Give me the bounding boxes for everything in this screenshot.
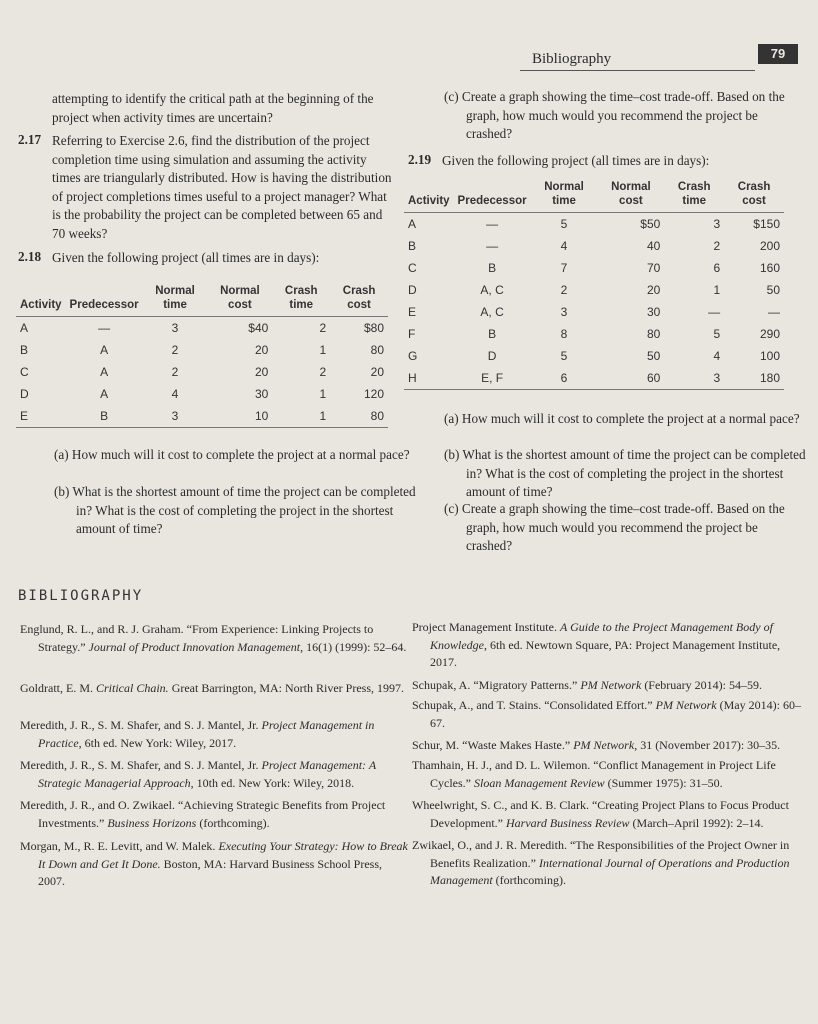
table-row [404,213,784,236]
table-cell: $80 [363,321,384,335]
table-row [16,383,388,405]
entry-text: Meredith, J. R., S. M. Shafer, and S. J. Mantel, Jr. [20,758,262,772]
table-cell: A [100,365,109,379]
table-row [404,257,784,279]
table-cell: 180 [759,371,780,385]
entry-title-italic: PM Network [655,698,717,712]
table-cell: B [20,343,29,357]
table-cell: 5 [713,327,721,341]
table-header-row [404,180,784,213]
table-cell: 3 [171,321,179,335]
entry-title-italic: Executing Your Strategy: How to Break It Down and Get It Done. [38,839,408,871]
table-cell: 3 [171,409,179,423]
column-header: Activity [408,195,450,207]
table-cell: B [100,409,109,423]
question-2-18-c: (c) Create a graph showing the time–cost trade-off. Based on the graph, how much would you recommend the project be crashed? [444,89,785,141]
table-cell: — [768,305,780,319]
question-2-19-c: (c) Create a graph showing the time–cost trade-off. Based on the graph, how much would you recommend the project be crashed? [444,501,785,553]
table-row [404,323,784,345]
entry-text: Thamhain, H. J., and D. L. Wilemon. “Conflict Management in Project Life Cycles.” [412,758,776,790]
entry-title-italic: Project Management: A Strategic Managerial Approach [38,758,376,790]
table-cell: 60 [646,371,661,385]
bibliography-entry [20,717,408,752]
question-2-19-a: (a) How much will it cost to complete the project at a normal pace? [444,411,800,426]
table-cell: 20 [254,343,269,357]
table-cell: 2 [171,343,179,357]
table-cell: 1 [319,409,327,423]
table-cell: E [20,409,29,423]
table-cell: G [408,349,418,363]
table-cell: C [408,261,417,275]
table-cell: 3 [713,217,721,231]
header-rule [520,70,755,71]
entry-text: Goldratt, E. M. [20,681,96,695]
column-header: Normal time [155,285,195,311]
entry-text: (forthcoming). [196,815,270,830]
intro-text: attempting to identify the critical path at the beginning of the project when activity times are uncertain? [52,91,374,125]
table-cell: A [100,387,109,401]
column-header: Crash time [284,285,318,311]
table-cell: 2 [171,365,179,379]
table-cell: — [486,239,499,253]
exercise-2-19-number: 2.19 [408,152,432,167]
entry-text: , 6th ed. New York: Wiley, 2017. [78,735,237,750]
table-cell: 4 [560,239,568,253]
table-cell: — [708,305,721,319]
column-header: Normal cost [611,181,651,207]
table-row [404,345,784,367]
table-cell: A [20,321,29,335]
table-cell: 40 [646,239,661,253]
table-cell: A [100,343,109,357]
table-cell: 1 [713,283,721,297]
table-cell: 4 [171,387,179,401]
entry-title-italic: PM Network [573,738,635,752]
table-cell: 50 [766,283,780,297]
entry-text: Great Barrington, MA: North River Press, 1997. [168,681,404,695]
table-cell: $150 [753,217,780,231]
table-cell: 20 [370,365,384,379]
table-cell: — [486,217,499,231]
table-cell: 1 [319,387,327,401]
table-cell: 3 [713,371,721,385]
entry-text: (March–April 1992): 2–14. [629,815,764,830]
bibliography-entry [412,697,805,732]
bibliography-entry [412,619,805,672]
table-cell: 290 [759,327,780,341]
bibliography-entry [412,737,805,755]
entry-title-italic: Critical Chain. [96,681,169,695]
table-row [16,339,388,361]
table-cell: 6 [560,371,568,385]
table-row [16,405,388,428]
table-row [404,279,784,301]
table-cell: F [408,327,416,341]
table-cell: D [408,283,417,297]
exercise-2-18-text: Given the following project (all times are in days): [52,250,320,265]
entry-text: (February 2014): 54–59. [641,678,762,692]
entry-text: Meredith, J. R., S. M. Shafer, and S. J. Mantel, Jr. [20,718,262,732]
entry-text: Meredith, J. R., and O. Zwikael. “Achieving Strategic Benefits from Project Investments.” [20,798,386,830]
table-cell: C [20,365,29,379]
column-header: Predecessor [69,299,139,311]
bibliography-entry [20,757,408,792]
table-cell: 3 [560,305,568,319]
bibliography-entry [412,797,805,832]
bibliography-entry [20,621,408,656]
entry-text: Englund, R. L., and R. J. Graham. “From Experience: Linking Projects to Strategy.” [20,622,374,654]
bibliography-entry [20,680,408,698]
table-cell: 20 [254,365,269,379]
entry-text: , 10th ed. New York: Wiley, 2018. [190,775,355,790]
question-2-18-b: (b) What is the shortest amount of time the project can be completed in? What is the cost of completing the project in the shortest amount of time? [54,484,416,536]
header-title: Bibliography [532,51,612,67]
bibliography-heading: BIBLIOGRAPHY [18,588,144,604]
table-cell: 2 [560,283,568,297]
table-cell: 4 [713,349,721,363]
table-cell: 2 [319,365,327,379]
table-cell: $40 [248,321,269,335]
table-cell: — [98,321,111,335]
entry-text: Project Management Institute. [412,620,560,634]
table-header-row [16,284,388,317]
bibliography-entry [20,797,408,832]
entry-title-italic: A Guide to the Project Management Body of Knowledge [430,620,773,652]
question-2-19-b: (b) What is the shortest amount of time the project can be completed in? What is the cost of completing the project in the shortest amount of time? [444,447,806,499]
table-row [16,361,388,383]
table-cell: 6 [713,261,721,275]
question-2-18-a: (a) How much will it cost to complete the project at a normal pace? [54,447,410,462]
table-cell: 100 [759,349,780,363]
table-cell: A, C [480,283,504,297]
entry-text: (Summer 1975): 31–50. [604,775,723,790]
entry-title-italic: Journal of Product Innovation Management [88,639,301,654]
column-header: Normal cost [220,285,260,311]
column-header: Predecessor [457,195,527,207]
table-cell: D [487,349,497,363]
column-header: Crash cost [737,181,771,207]
entry-text: Schupak, A., and T. Stains. “Consolidated Effort.” [412,698,656,712]
exercise-2-17-number: 2.17 [18,132,42,147]
bibliography-entry [412,757,805,792]
table-cell: D [20,387,29,401]
exercise-2-18-number: 2.18 [18,249,42,264]
table-cell: B [408,239,417,253]
table-2-19 [404,180,784,390]
entry-text: , 31 (November 2017): 30–35. [634,738,781,752]
table-cell: 200 [759,239,780,253]
entry-title-italic: International Journal of Operations and Production Management [430,855,790,887]
table-cell: 80 [646,327,661,341]
entry-title-italic: PM Network [580,678,642,692]
bibliography-entry [20,838,408,891]
table-cell: 8 [560,327,568,341]
column-header: Normal time [544,181,584,207]
entry-text: (forthcoming). [492,873,566,887]
column-header: Crash cost [342,285,376,311]
table-row [404,235,784,257]
table-cell: 2 [713,239,721,253]
table-cell: 120 [363,387,384,401]
table-cell: 5 [560,349,568,363]
entry-text: Boston, MA: Harvard Business School Press, 2007. [38,856,382,888]
entry-text: Zwikael, O., and J. R. Meredith. “The Responsibilities of the Project Owner in Benefits Realization.” [412,838,790,870]
table-cell: A, C [480,305,504,319]
bibliography-entry [412,837,805,890]
page-number: 79 [758,44,798,64]
entry-text: Schupak, A. “Migratory Patterns.” [412,678,581,692]
exercise-2-19-text: Given the following project (all times are in days): [442,153,710,168]
bibliography-entry [412,677,805,695]
table-row [404,367,784,390]
table-cell: 80 [370,409,384,423]
entry-title-italic: Harvard Business Review [505,815,630,830]
column-header: Crash time [677,181,711,207]
table-cell: 10 [254,409,269,423]
table-row [404,301,784,323]
entry-title-italic: Business Horizons [107,815,197,830]
exercise-2-17-text: Referring to Exercise 2.6, find the distribution of the project completion time using simulation and assuming the activity times are triangularly distributed. How is having the distribution of project completions times useful to a project manager? What is the probability the project can be completed between 65 and 70 weeks? [52,133,392,241]
table-2-18 [16,284,388,428]
table-cell: 80 [370,343,384,357]
entry-text: Schur, M. “Waste Makes Haste.” [412,738,574,752]
entry-text: Morgan, M., R. E. Levitt, and W. Malek. [20,839,219,853]
table-cell: 2 [319,321,327,335]
table-cell: B [488,261,497,275]
entry-text: , 16(1) (1999): 52–64. [300,639,407,654]
table-cell: $50 [640,217,661,231]
table-cell: 160 [759,261,780,275]
table-cell: 50 [646,349,661,363]
table-row [16,317,388,340]
entry-text: (May 2014): 60–67. [430,698,801,730]
table-cell: E, F [481,371,504,385]
table-cell: A [408,217,417,231]
table-cell: 5 [560,217,568,231]
entry-title-italic: Project Management in Practice [38,718,375,750]
table-cell: H [408,371,417,385]
table-cell: 20 [646,283,661,297]
table-cell: 30 [646,305,661,319]
table-cell: B [488,327,497,341]
entry-title-italic: Sloan Management Review [474,775,605,790]
table-cell: 70 [646,261,661,275]
table-cell: 30 [254,387,269,401]
table-cell: E [408,305,417,319]
table-cell: 7 [560,261,568,275]
column-header: Activity [20,299,62,311]
entry-text: , 6th ed. Newtown Square, PA: Project Management Institute, 2017. [430,637,781,669]
entry-text: Wheelwright, S. C., and K. B. Clark. “Creating Project Plans to Focus Product Development.” [412,798,789,830]
running-header [520,46,818,72]
table-cell: 1 [319,343,327,357]
